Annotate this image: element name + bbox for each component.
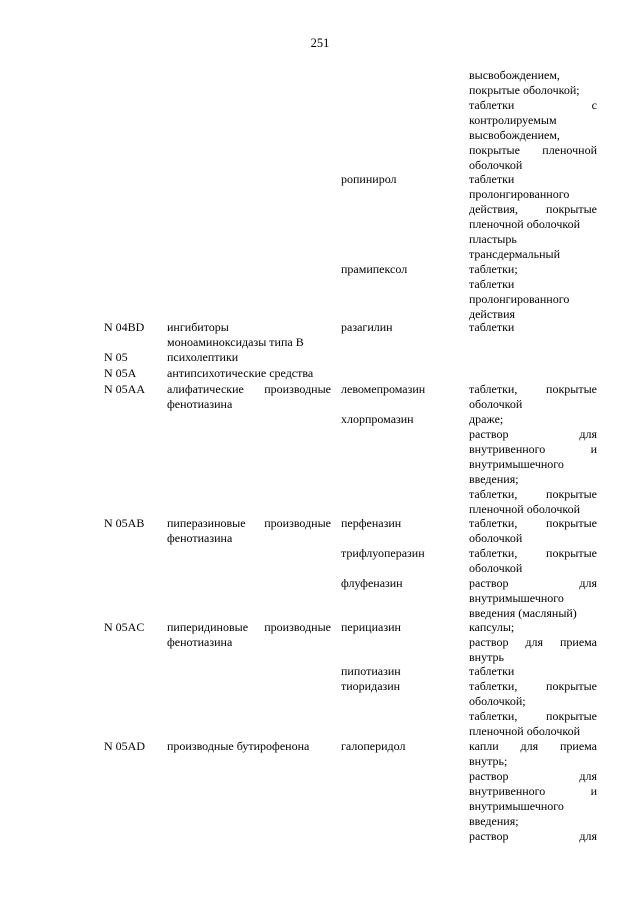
atc-code: N 05 bbox=[104, 350, 128, 364]
atc-code: N 05A bbox=[104, 366, 137, 380]
dosage-form-line: капсулы; bbox=[469, 620, 515, 634]
atc-code: N 04BD bbox=[104, 320, 145, 334]
atc-code: N 05AC bbox=[104, 620, 145, 634]
dosage-form-line-word: приема bbox=[559, 635, 597, 649]
drug-name: флуфеназин bbox=[341, 576, 403, 590]
pharmacological-group: фенотиазина bbox=[167, 531, 233, 545]
dosage-form-line-word: пленочной bbox=[542, 143, 597, 157]
dosage-form-line-word: покрытые bbox=[546, 709, 597, 723]
dosage-form-line bbox=[469, 427, 597, 442]
pharmacological-group: фенотиазина bbox=[167, 397, 233, 411]
dosage-form-line-word: раствор bbox=[469, 427, 509, 441]
pharmacological-group-word: производные bbox=[264, 516, 331, 530]
dosage-form-line-word: покрытые bbox=[546, 487, 597, 501]
dosage-form-line-word: таблетки, bbox=[469, 709, 518, 723]
drug-name: тиоридазин bbox=[341, 679, 401, 693]
dosage-form-line-word: таблетки, bbox=[469, 516, 518, 530]
dosage-form-line: пленочной оболочкой bbox=[469, 217, 581, 231]
dosage-form-line-word: для bbox=[525, 635, 544, 649]
dosage-form-line: таблетки bbox=[469, 277, 515, 291]
dosage-form-line bbox=[469, 829, 597, 844]
dosage-form-line bbox=[469, 709, 597, 724]
dosage-form-line: внутримышечного bbox=[469, 457, 564, 471]
dosage-form-line-word: покрытые bbox=[546, 382, 597, 396]
dosage-form-line-word: для bbox=[579, 576, 597, 590]
drug-name: прамипексол bbox=[341, 262, 408, 276]
dosage-form-line bbox=[469, 516, 597, 531]
dosage-form-line bbox=[469, 98, 597, 113]
dosage-form-line: высвобождением, bbox=[469, 68, 560, 82]
page-number: 251 bbox=[310, 36, 330, 50]
dosage-form-line: внутримышечного bbox=[469, 591, 564, 605]
dosage-form-line: высвобождением, bbox=[469, 128, 560, 142]
dosage-form-line: пластырь bbox=[469, 232, 517, 246]
dosage-form-line-word: для bbox=[579, 829, 597, 843]
dosage-form-line bbox=[469, 382, 597, 397]
dosage-form-line bbox=[469, 635, 597, 650]
drug-name: пипотиазин bbox=[341, 664, 401, 678]
dosage-form-line bbox=[469, 576, 597, 591]
drug-name: трифлуоперазин bbox=[341, 546, 425, 560]
dosage-form-line: внутрь bbox=[469, 650, 504, 664]
dosage-form-line: оболочкой bbox=[469, 158, 523, 172]
pharmacological-group: производные бутирофенона bbox=[167, 739, 310, 753]
dosage-form-line-word: раствор bbox=[469, 829, 509, 843]
dosage-form-line: таблетки bbox=[469, 172, 515, 186]
dosage-form-line: оболочкой bbox=[469, 561, 523, 575]
pharmacological-group-word: производные bbox=[264, 620, 331, 634]
dosage-form-line-word: покрытые bbox=[469, 143, 520, 157]
pharmacological-group-word: алифатические bbox=[167, 382, 244, 396]
dosage-form-line-word: для bbox=[520, 739, 539, 753]
dosage-form-line-word: таблетки, bbox=[469, 487, 518, 501]
dosage-form-line-word: капли bbox=[469, 739, 499, 753]
dosage-form-line: введения; bbox=[469, 472, 519, 486]
dosage-form-line: введения (масляный) bbox=[469, 606, 577, 620]
dosage-form-line: покрытые оболочкой; bbox=[469, 83, 580, 97]
pharmacological-group bbox=[167, 516, 331, 531]
dosage-form-line-word: внутривенного bbox=[469, 442, 546, 456]
dosage-form-line: внутримышечного bbox=[469, 799, 564, 813]
drug-name: разагилин bbox=[341, 320, 393, 334]
dosage-form-line-word: таблетки, bbox=[469, 546, 518, 560]
dosage-form-line: пролонгированного bbox=[469, 187, 570, 201]
pharmacological-group: антипсихотические средства bbox=[167, 366, 314, 380]
dosage-form-line-word: таблетки, bbox=[469, 382, 518, 396]
dosage-form-line: таблетки bbox=[469, 320, 515, 334]
pharmacological-group-word: пиперазиновые bbox=[167, 516, 246, 530]
dosage-form-line: пленочной оболочкой bbox=[469, 502, 581, 516]
pharmacological-group bbox=[167, 382, 331, 397]
dosage-form-line: внутрь; bbox=[469, 754, 508, 768]
pharmacological-group bbox=[167, 620, 331, 635]
drug-name: левомепромазин bbox=[341, 382, 426, 396]
dosage-form-line: таблетки bbox=[469, 664, 515, 678]
dosage-form-line-word: таблетки bbox=[469, 98, 515, 112]
dosage-form-line bbox=[469, 143, 597, 158]
dosage-form-line: контролируемым bbox=[469, 113, 557, 127]
dosage-form-line: оболочкой bbox=[469, 397, 523, 411]
dosage-form-line: пленочной оболочкой bbox=[469, 724, 581, 738]
dosage-form-line-word: для bbox=[579, 427, 597, 441]
atc-code: N 05AD bbox=[104, 739, 145, 753]
pharmacological-group: моноаминоксидазы типа B bbox=[167, 335, 304, 349]
dosage-form-line bbox=[469, 679, 597, 694]
dosage-form-line bbox=[469, 769, 597, 784]
dosage-form-line-word: внутривенного bbox=[469, 784, 546, 798]
pharmacological-group-word: производные bbox=[264, 382, 331, 396]
dosage-form-line-word: покрытые bbox=[546, 202, 597, 216]
pharmacological-group-word: пиперидиновые bbox=[167, 620, 249, 634]
dosage-form-line-word: раствор bbox=[469, 769, 509, 783]
dosage-form-line bbox=[469, 442, 597, 457]
dosage-form-line-word: действия, bbox=[469, 202, 519, 216]
drug-name: хлорпромазин bbox=[341, 412, 414, 426]
dosage-form-line-word: и bbox=[590, 442, 597, 456]
dosage-form-line-word: с bbox=[591, 98, 597, 112]
drug-name: перфеназин bbox=[341, 516, 402, 530]
dosage-form-line bbox=[469, 202, 597, 217]
dosage-form-line-word: покрытые bbox=[546, 516, 597, 530]
drug-name: перициазин bbox=[341, 620, 401, 634]
drug-name: галоперидол bbox=[341, 739, 406, 753]
pharmacological-group: фенотиазина bbox=[167, 635, 233, 649]
pharmacological-group: психолептики bbox=[167, 350, 239, 364]
dosage-form-line-word: и bbox=[590, 784, 597, 798]
dosage-form-line: оболочкой bbox=[469, 531, 523, 545]
dosage-form-line: трансдермальный bbox=[469, 247, 561, 261]
dosage-form-line-word: приема bbox=[559, 739, 597, 753]
dosage-form-line-word: покрытые bbox=[546, 679, 597, 693]
drug-name: ропинирол bbox=[341, 172, 397, 186]
dosage-form-line: драже; bbox=[469, 412, 504, 426]
dosage-form-line bbox=[469, 487, 597, 502]
dosage-form-line: таблетки; bbox=[469, 262, 518, 276]
dosage-form-line-word: покрытые bbox=[546, 546, 597, 560]
dosage-form-line bbox=[469, 739, 597, 754]
pharmacological-group: ингибиторы bbox=[167, 320, 229, 334]
dosage-form-line: действия bbox=[469, 307, 516, 321]
atc-code: N 05AB bbox=[104, 516, 145, 530]
dosage-form-line-word: раствор bbox=[469, 576, 509, 590]
atc-code: N 05AA bbox=[104, 382, 145, 396]
dosage-form-line: пролонгированного bbox=[469, 292, 570, 306]
dosage-form-line-word: таблетки, bbox=[469, 679, 518, 693]
dosage-form-line: оболочкой; bbox=[469, 694, 526, 708]
dosage-form-line bbox=[469, 784, 597, 799]
dosage-form-line-word: для bbox=[579, 769, 597, 783]
dosage-form-line bbox=[469, 546, 597, 561]
dosage-form-line-word: раствор bbox=[469, 635, 509, 649]
dosage-form-line: введения; bbox=[469, 814, 519, 828]
